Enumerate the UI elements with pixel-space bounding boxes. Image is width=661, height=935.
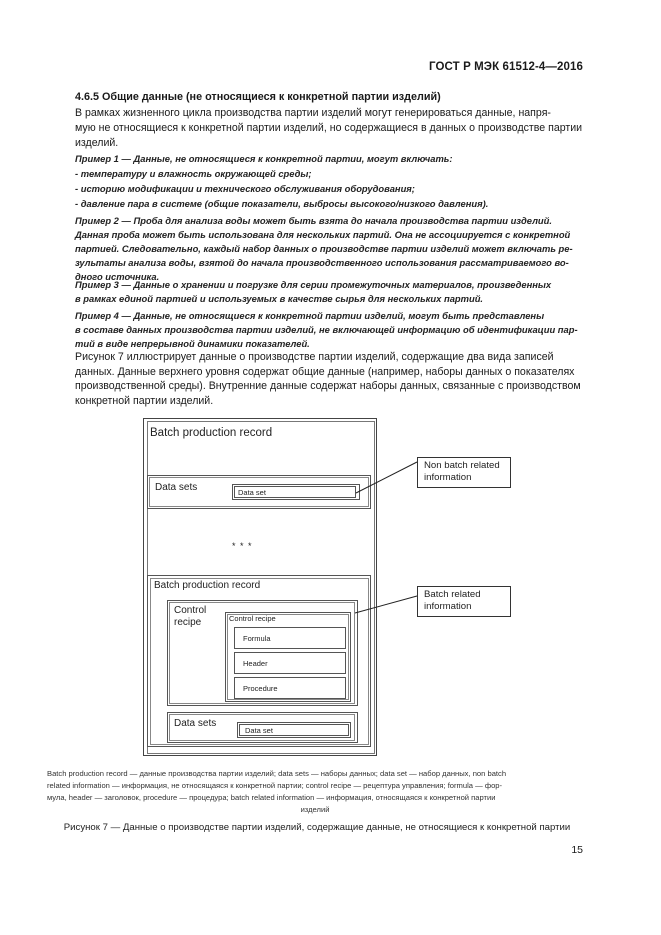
callout-batch-line: Batch related	[424, 589, 481, 600]
legend-line: related information — информация, не относящаяся к конкретной партии; control recipe — рецептура управления; formula — фор-	[47, 781, 503, 790]
figure-intro-line: Рисунок 7 иллюстрирует данные о производстве партии изделий, содержащие два вида записей	[75, 351, 554, 363]
data-set-bottom-label: Data set	[245, 726, 273, 735]
figure-intro-line: производственной среды). Внутренние данные содержат наборы данных, связанные с производством	[75, 380, 581, 393]
intro-line: изделий.	[75, 137, 119, 149]
figure-legend	[47, 768, 583, 816]
figure-intro-line: данных. Данные верхнего уровня содержат общие данные (например, наборы данных о показателях	[75, 365, 575, 378]
figure-intro	[75, 350, 583, 408]
data-sets-top-label: Data sets	[155, 482, 198, 493]
header-label: Header	[243, 659, 268, 668]
example-2	[75, 214, 583, 284]
control-recipe-label-1: Control	[174, 605, 207, 616]
page-number: 15	[571, 844, 583, 856]
example-line: Пример 4 — Данные, не относящиеся к конкретной партии изделий, могут быть представлены	[75, 310, 545, 321]
example-4	[75, 309, 583, 351]
control-recipe-detail-label: Control recipe	[229, 614, 276, 623]
example-1-bullet: - давление пара в системе (общие показатели, выбросы высокого/низкого давления).	[75, 198, 489, 209]
figure-caption: Рисунок 7 — Данные о производстве партии изделий, содержащие данные, не относящиеся к конкретной партии	[63, 822, 571, 833]
example-line: дного источника.	[75, 271, 160, 282]
standard-code: ГОСТ Р МЭК 61512-4—2016	[429, 61, 583, 73]
example-1-bullet: - историю модификации и технического обслуживания оборудования;	[75, 183, 415, 194]
example-1-bullet: - температуру и влажность окружающей среды;	[75, 168, 312, 179]
data-sets-bottom-label: Data sets	[174, 718, 217, 729]
procedure-label: Procedure	[243, 684, 278, 693]
example-line: Пример 3 — Данные о хранении и погрузке для серии промежуточных материалов, произведенных	[75, 279, 552, 290]
example-1: Пример 1 — Данные, не относящиеся к конкретной партии, могут включать:	[75, 153, 453, 164]
section-title: 4.6.5 Общие данные (не относящиеся к конкретной партии изделий)	[75, 91, 441, 103]
example-line: Пример 2 — Проба для анализа воды может быть взята до начала производства партии изделий.	[75, 215, 552, 226]
legend-line: изделий	[300, 805, 330, 814]
example-3	[75, 278, 583, 306]
callout-non-batch-line: Non batch related	[424, 460, 500, 471]
intro-line: В рамках жизненного цикла производства партии изделий могут генерироваться данные, напря-	[75, 107, 551, 119]
figure-intro-line: конкретной партии изделий.	[75, 394, 214, 407]
example-line: в составе данных производства партии изделий, не включающей информацию об идентификации пар-	[75, 324, 578, 335]
example-line: партией. Следовательно, каждый набор данных о производстве партии изделий может включать ре-	[75, 243, 573, 254]
outer-batch-record-title: Batch production record	[150, 427, 273, 439]
example-line: тий в виде непрерывной динамики показателей.	[75, 338, 310, 349]
callout-batch-line: information	[424, 601, 472, 612]
callout-non-batch-line: information	[424, 472, 472, 483]
example-line: в рамках единой партией и используемых в качестве сырья для нескольких партий.	[75, 293, 484, 304]
data-set-top-label: Data set	[238, 488, 266, 497]
intro-line: мую не относящиеся к конкретной партии изделий, но содержащиеся в данных о производстве партии	[75, 122, 583, 134]
legend-line: Batch production record — данные производства партии изделий; data sets — наборы данных; data set — набор данных, non batch	[47, 769, 507, 778]
formula-label: Formula	[243, 634, 271, 643]
control-recipe-label-2: recipe	[174, 617, 202, 628]
legend-line: мула, header — заголовок, procedure — процедура; batch related information — информация, относящаяся к конкретной партии	[47, 793, 496, 802]
ellipsis: * * *	[232, 541, 253, 551]
example-line: зультаты анализа воды, взятой до начала производственного использования рассматриваемого во-	[75, 257, 569, 268]
example-line: Данная проба может быть использована для нескольких партий. Она не ассоциируется с конкретной	[75, 229, 571, 240]
section-intro	[75, 106, 583, 151]
inner-batch-record-title: Batch production record	[154, 580, 261, 591]
